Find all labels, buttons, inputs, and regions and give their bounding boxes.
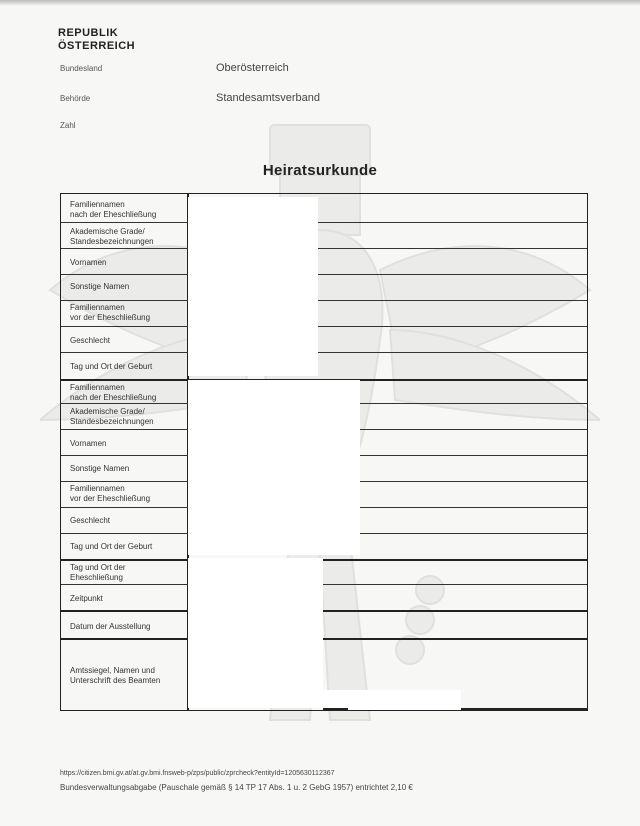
- row-geschlecht-1: [61, 326, 587, 352]
- row-sonstige-namen-1: [61, 274, 587, 300]
- row-label: Sonstige Namen: [70, 282, 130, 291]
- bundesland-value: Oberösterreich: [216, 62, 289, 74]
- row-geburt-1: [61, 352, 587, 379]
- row-label: Datum der Ausstellung: [70, 622, 151, 631]
- signature-line-left: [323, 708, 348, 710]
- redacted-area-marriage: [188, 558, 323, 708]
- bundesland-label: Bundesland: [60, 64, 103, 73]
- row-label: Geschlecht: [70, 336, 111, 345]
- redacted-area-signature: [323, 690, 461, 710]
- row-eheschliessung: [61, 559, 587, 584]
- row-label: Tag und Ort der Geburt: [70, 362, 153, 371]
- row-label: Geschlecht: [70, 516, 111, 525]
- row-label: Amtssiegel, Namen und Unterschrift des Beamten: [70, 666, 161, 685]
- row-zeitpunkt: [61, 584, 587, 610]
- republik-oesterreich-heading: [58, 27, 135, 53]
- row-label: Vornamen: [70, 439, 107, 448]
- row-datum-ausstellung: [61, 610, 587, 638]
- redacted-area-person-2: [188, 380, 360, 555]
- row-label: Zeitpunkt: [70, 594, 103, 603]
- fee-notice: Bundesverwaltungsabgabe (Pauschale gemäß § 14 TP 17 Abs. 1 u. 2 GebG 1957) entrichtet 2,10 €: [60, 783, 413, 792]
- row-label: Vornamen: [70, 258, 107, 267]
- zahl-label: Zahl: [60, 121, 76, 130]
- behoerde-value: Standesamtsverband: [216, 92, 320, 104]
- row-label: Akademische Grade/ Standesbezeichnungen: [70, 227, 154, 246]
- document-title: Heiratsurkunde: [262, 162, 378, 179]
- row-label: Familiennamen vor der Eheschließung: [70, 303, 151, 322]
- row-label: Familiennamen nach der Eheschließung: [70, 200, 157, 219]
- row-familiennamen-vor-1: [61, 300, 587, 326]
- signature-line-right: [461, 708, 588, 710]
- row-label: Sonstige Namen: [70, 464, 130, 473]
- verification-url: https://citizen.bmi.gv.at/at.gv.bmi.fnsweb-p/zps/public/zprcheck?entityId=1205630112367: [60, 770, 335, 777]
- row-familiennamen-nach-1: [61, 194, 587, 222]
- redacted-area-person-1: [188, 197, 318, 376]
- row-akademische-grade-1: [61, 222, 587, 248]
- republik-line: REPUBLIK: [58, 27, 119, 39]
- row-label: Familiennamen vor der Eheschließung: [70, 484, 151, 503]
- row-label: Familiennamen nach der Eheschließung: [70, 383, 157, 402]
- oesterreich-line: ÖSTERREICH: [58, 40, 136, 52]
- row-label: Tag und Ort der Geburt: [70, 542, 153, 551]
- row-label: Akademische Grade/ Standesbezeichnungen: [70, 407, 154, 426]
- row-label: Tag und Ort der Eheschließung: [70, 563, 126, 582]
- behoerde-label: Behörde: [60, 94, 91, 103]
- row-vornamen-1: [61, 248, 587, 274]
- scan-edge: [0, 0, 640, 6]
